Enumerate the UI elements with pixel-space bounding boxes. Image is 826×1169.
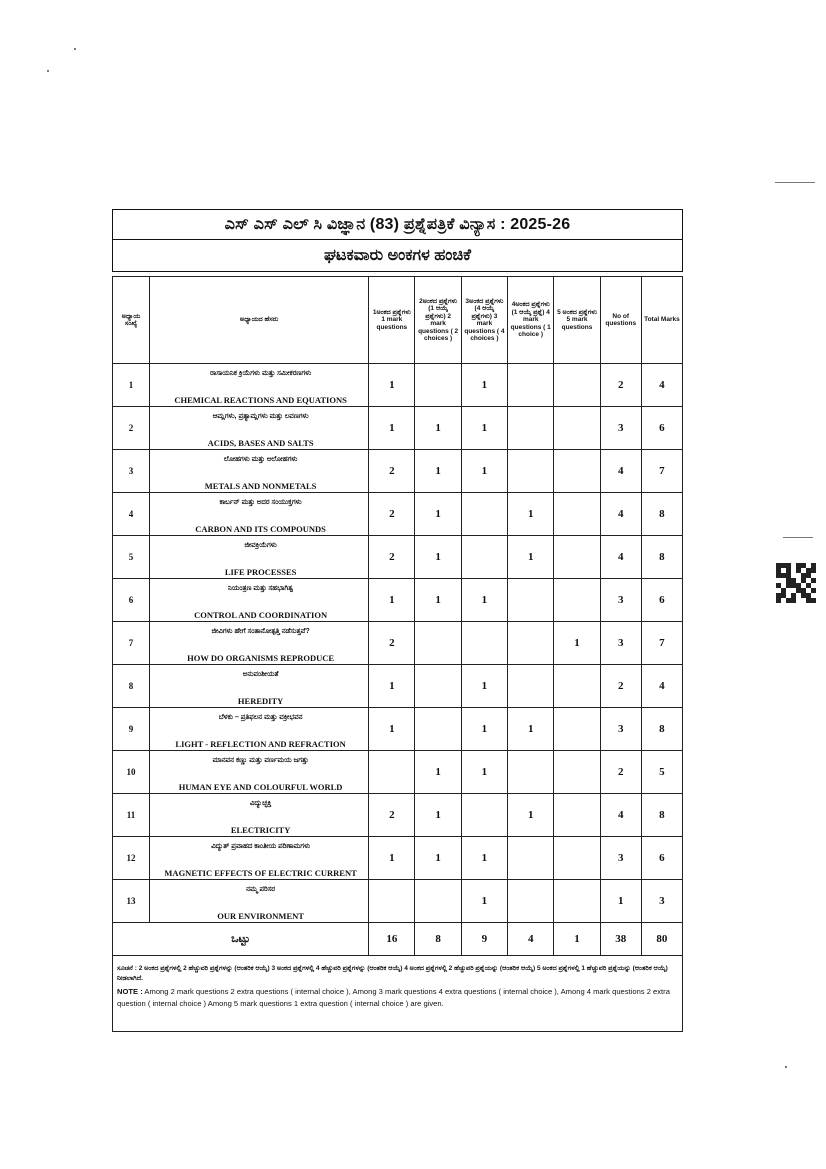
chapter-name-cell	[150, 579, 369, 622]
cell-noq: 2	[600, 364, 641, 407]
chapter-name-kannada: ಕಾರ್ಬನ್ ಮತ್ತು ಅದರ ಸಂಯುಕ್ತಗಳು	[219, 498, 302, 506]
cell-noq: 3	[600, 622, 641, 665]
chapter-name-cell	[150, 837, 369, 880]
table-row	[113, 536, 683, 579]
note-kannada: ಸೂಚನೆ : 2 ಅಂಕದ ಪ್ರಶ್ನೆಗಳಲ್ಲಿ 2 ಹೆಚ್ಚುವರಿ ಪ್ರಶ್ನೆಗಳನ್ನು (ಆಂತರಿಕ ಆಯ್ಕೆ) 3 ಅಂಕದ ಪ್ರಶ್ನೆಗಳಲ್ಲಿ 4 ಹೆಚ್ಚುವರಿ ಪ್ರಶ್ನೆಗಳನ್ನು (ಆಂತರಿಕ ಆಯ್ಕೆ) 4 ಅಂಕದ ಪ್ರಶ್ನೆಗಳಲ್ಲಿ 2 ಹೆಚ್ಚುವರಿ ಪ್ರಶ್ನೆಯನ್ನು (ಆಂತರಿಕ ಆಯ್ಕೆ) 5 ಅಂಕದ ಪ್ರಶ್ನೆಗಳಲ್ಲಿ 1 ಹೆಚ್ಚುವರಿ ಪ್ರಶ್ನೆಯನ್ನು (ಆಂತರಿಕ ಆಯ್ಕೆ) ನೀಡಲಾಗಿದೆ.	[117, 965, 668, 982]
chapter-name-cell	[150, 407, 369, 450]
chapter-name-english: CARBON AND ITS COMPOUNDS	[195, 523, 326, 534]
cell-m1: 1	[369, 708, 415, 751]
cell-m2: 1	[415, 794, 461, 837]
marks-distribution-table	[112, 276, 683, 956]
chapter-name-cell	[150, 751, 369, 794]
cell-m1: 1	[369, 837, 415, 880]
cell-m3	[461, 493, 507, 536]
cell-m2: 1	[415, 450, 461, 493]
chapter-name-english: HUMAN EYE AND COLOURFUL WORLD	[178, 781, 343, 792]
cell-m3: 1	[461, 407, 507, 450]
chapter-name-cell	[150, 450, 369, 493]
cell-m2	[415, 880, 461, 923]
total-1-mark: 16	[369, 923, 415, 956]
cell-m1	[369, 880, 415, 923]
cell-total: 4	[641, 665, 682, 708]
cell-m2: 1	[415, 837, 461, 880]
cell-noq: 4	[600, 536, 641, 579]
cell-m5	[554, 751, 600, 794]
cell-m3: 1	[461, 880, 507, 923]
chapter-name-english: HOW DO ORGANISMS REPRODUCE	[187, 652, 335, 663]
cell-noq: 4	[600, 450, 641, 493]
chapter-name-english: OUR ENVIRONMENT	[217, 910, 304, 921]
cell-m5	[554, 536, 600, 579]
totals-label: ಒಟ್ಟು	[113, 923, 369, 956]
note-label: NOTE :	[117, 987, 143, 996]
cell-m5: 1	[554, 622, 600, 665]
table-row	[113, 794, 683, 837]
scan-speck	[785, 1066, 787, 1068]
table-row	[113, 708, 683, 751]
header-total-marks: Total Marks	[641, 277, 682, 364]
chapter-name-english: METALS AND NONMETALS	[204, 480, 317, 491]
qr-code-icon	[776, 563, 816, 603]
cell-total: 8	[641, 794, 682, 837]
chapter-name-english: LIGHT - REFLECTION AND REFRACTION	[175, 738, 346, 749]
cell-m3	[461, 536, 507, 579]
chapter-name-kannada: ಆಮ್ಲಗಳು, ಪ್ರತ್ಯಾಮ್ಲಗಳು ಮತ್ತು ಲವಣಗಳು	[212, 412, 309, 420]
cell-m1: 2	[369, 794, 415, 837]
chapter-number: 2	[113, 407, 150, 450]
cell-m2: 1	[415, 751, 461, 794]
cell-m1: 1	[369, 407, 415, 450]
question-paper-blueprint	[112, 209, 683, 1032]
scan-speck	[74, 48, 76, 50]
chapter-name-kannada: ಜೀವಿಗಳು ಹೇಗೆ ಸಂತಾನೋತ್ಪತ್ತಿ ನಡೆಸುತ್ತವೆ?	[211, 627, 310, 635]
cell-m4	[508, 579, 554, 622]
cell-m3: 1	[461, 579, 507, 622]
cell-total: 6	[641, 579, 682, 622]
cell-m2	[415, 708, 461, 751]
chapter-number: 9	[113, 708, 150, 751]
header-chapter-no: ಅಧ್ಯಾಯ ಸಂಖ್ಯೆ	[113, 277, 150, 364]
cell-m2	[415, 665, 461, 708]
cell-total: 7	[641, 622, 682, 665]
chapter-name-cell	[150, 364, 369, 407]
cell-m2: 1	[415, 536, 461, 579]
chapter-number: 3	[113, 450, 150, 493]
note-text: Among 2 mark questions 2 extra questions ( internal choice ), Among 3 mark questions 4 extra questions ( internal choice ), Among 4 mark questions 2 extra question ( internal choice ) Among 5 mark questions 1 extra question ( internal choice ) are given.	[117, 987, 670, 1008]
cell-m2: 1	[415, 493, 461, 536]
chapter-number: 1	[113, 364, 150, 407]
cell-m2: 1	[415, 579, 461, 622]
chapter-number: 7	[113, 622, 150, 665]
chapter-name-kannada: ಮಾನವನ ಕಣ್ಣು ಮತ್ತು ವರ್ಣಮಯ ಜಗತ್ತು	[212, 756, 309, 764]
cell-m4	[508, 665, 554, 708]
chapter-name-kannada: ಲೋಹಗಳು ಮತ್ತು ಅಲೋಹಗಳು	[223, 455, 298, 463]
chapter-name-kannada: ವಿದ್ಯುತ್ ಪ್ರವಾಹದ ಕಾಂತೀಯ ಪರಿಣಾಮಗಳು	[211, 842, 311, 850]
table-row	[113, 880, 683, 923]
chapter-name-english: LIFE PROCESSES	[224, 566, 297, 577]
cell-m1: 1	[369, 665, 415, 708]
cell-m1: 1	[369, 364, 415, 407]
cell-total: 4	[641, 364, 682, 407]
chapter-name-cell	[150, 794, 369, 837]
header-5-mark: 5 ಅಂಕದ ಪ್ರಶ್ನೆಗಳು 5 mark questions	[554, 277, 600, 364]
cell-noq: 4	[600, 794, 641, 837]
header-1-mark: 1ಅಂಕದ ಪ್ರಶ್ನೆಗಳು 1 mark questions	[369, 277, 415, 364]
totals-row	[113, 923, 683, 956]
cell-m2	[415, 622, 461, 665]
cell-total: 8	[641, 708, 682, 751]
table-row	[113, 751, 683, 794]
chapter-name-kannada: ರಾಸಾಯನಿಕ ಕ್ರಿಯೆಗಳು ಮತ್ತು ಸಮೀಕರಣಗಳು	[210, 369, 312, 377]
cell-m4: 1	[508, 493, 554, 536]
cell-m2: 1	[415, 407, 461, 450]
chapter-number: 4	[113, 493, 150, 536]
chapter-number: 8	[113, 665, 150, 708]
cell-m5	[554, 579, 600, 622]
cell-m4	[508, 364, 554, 407]
header-4-mark: 4ಅಂಕದ ಪ್ರಶ್ನೆಗಳು (1 ಆಯ್ಕೆ ಪ್ರಶ್ನೆ) 4 mark questions ( 1 choice )	[508, 277, 554, 364]
cell-total: 6	[641, 407, 682, 450]
cell-total: 5	[641, 751, 682, 794]
cell-m5	[554, 665, 600, 708]
chapter-name-kannada: ಬೆಳಕು – ಪ್ರತಿಫಲನ ಮತ್ತು ವಕ್ರೀಭವನ	[218, 713, 303, 721]
cell-m3	[461, 622, 507, 665]
cell-m4: 1	[508, 794, 554, 837]
cell-m3: 1	[461, 665, 507, 708]
total-marks: 80	[641, 923, 682, 956]
cell-m1: 2	[369, 493, 415, 536]
chapter-name-english: MAGNETIC EFFECTS OF ELECTRIC CURRENT	[164, 867, 357, 878]
cell-m1	[369, 751, 415, 794]
cell-m5	[554, 794, 600, 837]
cell-m3: 1	[461, 364, 507, 407]
chapter-name-kannada: ವಿದ್ಯುಚ್ಛಕ್ತಿ	[249, 799, 272, 807]
cell-total: 8	[641, 493, 682, 536]
cell-m4	[508, 407, 554, 450]
chapter-number: 13	[113, 880, 150, 923]
table-row	[113, 579, 683, 622]
chapter-name-cell	[150, 880, 369, 923]
header-2-mark: 2ಅಂಕದ ಪ್ರಶ್ನೆಗಳು (1 ಆಯ್ಕೆ ಪ್ರಶ್ನೆಗಳು) 2 mark questions ( 2 choices )	[415, 277, 461, 364]
cell-noq: 2	[600, 751, 641, 794]
chapter-name-cell	[150, 708, 369, 751]
total-no-of-questions: 38	[600, 923, 641, 956]
cell-m3: 1	[461, 751, 507, 794]
chapter-name-kannada: ನಮ್ಮ ಪರಿಸರ	[246, 885, 276, 893]
table-row	[113, 450, 683, 493]
note-section	[112, 956, 683, 1032]
header-no-of-questions: No of questions	[600, 277, 641, 364]
page-subtitle: ಘಟಕವಾರು ಅಂಕಗಳ ಹಂಚಿಕೆ	[112, 240, 683, 272]
cell-m3: 1	[461, 837, 507, 880]
cell-m1: 2	[369, 622, 415, 665]
chapter-name-cell	[150, 493, 369, 536]
table-row	[113, 364, 683, 407]
cell-total: 6	[641, 837, 682, 880]
scan-speck	[47, 70, 49, 72]
cell-m5	[554, 364, 600, 407]
cell-m4	[508, 450, 554, 493]
cell-noq: 3	[600, 708, 641, 751]
cell-m3: 1	[461, 450, 507, 493]
cell-noq: 2	[600, 665, 641, 708]
scan-speck	[775, 182, 815, 183]
cell-m1: 2	[369, 450, 415, 493]
note-english	[117, 986, 678, 1010]
total-4-mark: 4	[508, 923, 554, 956]
cell-noq: 3	[600, 837, 641, 880]
chapter-number: 11	[113, 794, 150, 837]
cell-m5	[554, 450, 600, 493]
chapter-number: 6	[113, 579, 150, 622]
chapter-number: 10	[113, 751, 150, 794]
chapter-name-english: ACIDS, BASES AND SALTS	[207, 437, 314, 448]
table-row	[113, 622, 683, 665]
table-header-row	[113, 277, 683, 364]
chapter-name-english: CHEMICAL REACTIONS AND EQUATIONS	[174, 394, 347, 405]
chapter-name-english: CONTROL AND COORDINATION	[194, 609, 328, 620]
cell-total: 3	[641, 880, 682, 923]
table-row	[113, 665, 683, 708]
total-5-mark: 1	[554, 923, 600, 956]
chapter-name-cell	[150, 665, 369, 708]
chapter-name-english: HEREDITY	[237, 695, 284, 706]
cell-total: 7	[641, 450, 682, 493]
cell-total: 8	[641, 536, 682, 579]
cell-noq: 3	[600, 579, 641, 622]
cell-m4	[508, 880, 554, 923]
chapter-number: 12	[113, 837, 150, 880]
cell-m5	[554, 407, 600, 450]
chapter-name-cell	[150, 536, 369, 579]
cell-noq: 4	[600, 493, 641, 536]
header-chapter-name: ಅಧ್ಯಾಯದ ಹೆಸರು	[150, 277, 369, 364]
cell-m1: 1	[369, 579, 415, 622]
table-row	[113, 493, 683, 536]
total-2-mark: 8	[415, 923, 461, 956]
table-row	[113, 407, 683, 450]
cell-noq: 3	[600, 407, 641, 450]
cell-m4	[508, 751, 554, 794]
cell-m3	[461, 794, 507, 837]
cell-m5	[554, 880, 600, 923]
cell-m4: 1	[508, 708, 554, 751]
cell-noq: 1	[600, 880, 641, 923]
cell-m4: 1	[508, 536, 554, 579]
scan-speck	[783, 537, 813, 538]
cell-m4	[508, 622, 554, 665]
chapter-number: 5	[113, 536, 150, 579]
chapter-name-cell	[150, 622, 369, 665]
cell-m5	[554, 493, 600, 536]
cell-m4	[508, 837, 554, 880]
table-row	[113, 837, 683, 880]
total-3-mark: 9	[461, 923, 507, 956]
cell-m3: 1	[461, 708, 507, 751]
page-title: ಎಸ್ ಎಸ್ ಎಲ್ ಸಿ ವಿಜ್ಞಾನ (83) ಪ್ರಶ್ನೆಪತ್ರಿಕೆ ವಿನ್ಯಾಸ : 2025-26	[112, 209, 683, 240]
chapter-name-kannada: ನಿಯಂತ್ರಣ ಮತ್ತು ಸಹಭಾಗಿತ್ವ	[228, 584, 294, 592]
cell-m5	[554, 708, 600, 751]
cell-m5	[554, 837, 600, 880]
cell-m2	[415, 364, 461, 407]
chapter-name-kannada: ಜೀವಕ್ರಿಯೆಗಳು	[244, 541, 277, 549]
chapter-name-english: ELECTRICITY	[230, 824, 291, 835]
cell-m1: 2	[369, 536, 415, 579]
header-3-mark: 3ಅಂಕದ ಪ್ರಶ್ನೆಗಳು (4 ಆಯ್ಕೆ ಪ್ರಶ್ನೆಗಳು) 3 mark questions ( 4 choices )	[461, 277, 507, 364]
chapter-name-kannada: ಅನುವಂಶೀಯತೆ	[242, 670, 279, 678]
